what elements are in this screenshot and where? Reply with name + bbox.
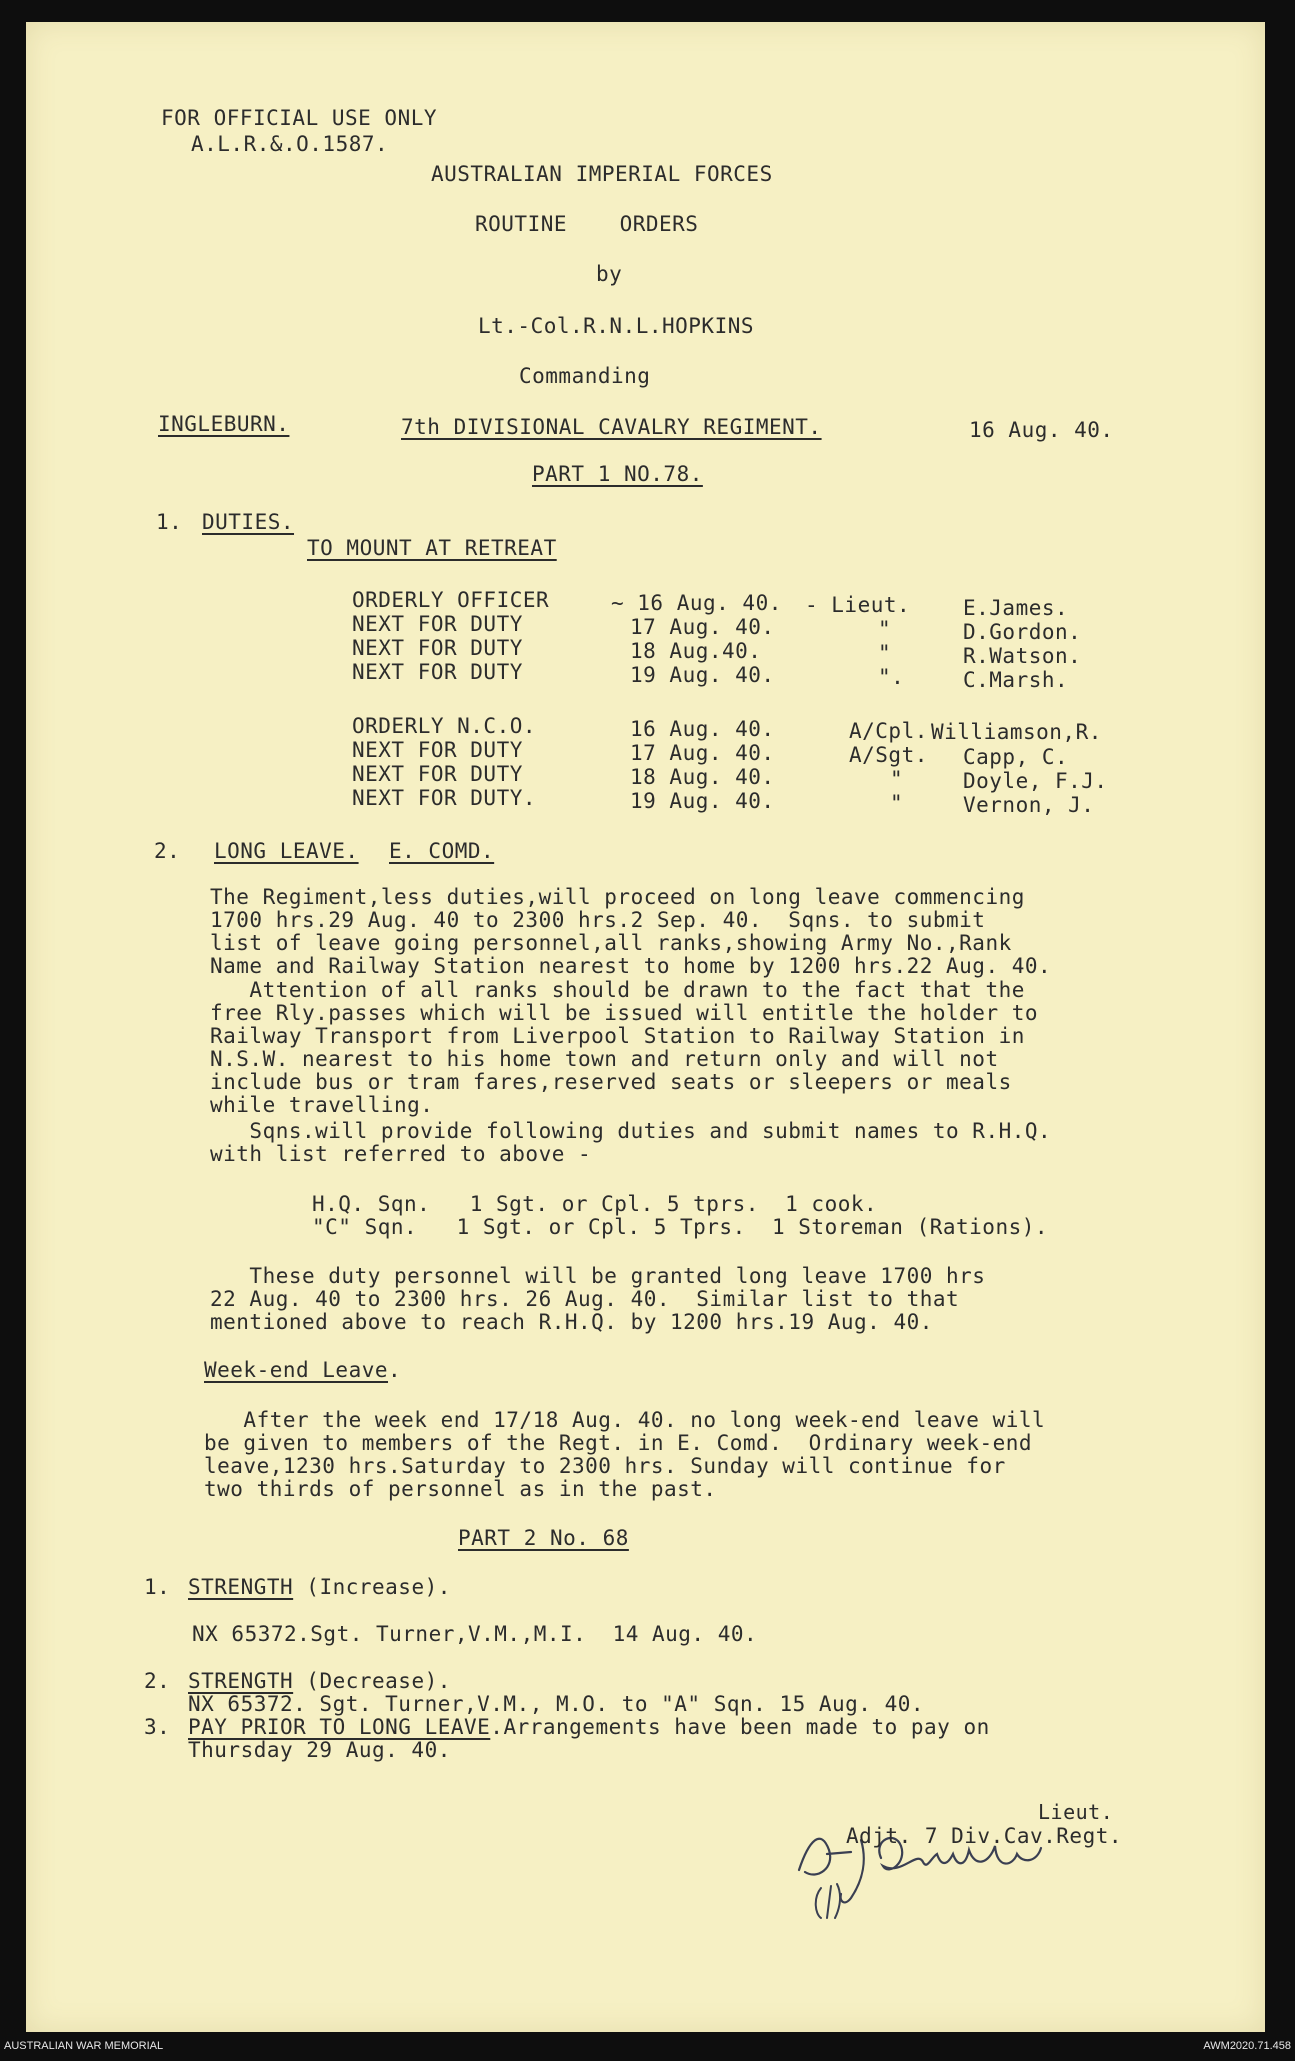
leave-paragraph-line: include bus or tram fares,reserved seats or sleepers or meals [210,1070,1012,1094]
duty-rank: " [890,791,904,815]
item3-heading [188,1715,990,1739]
duty-date: 19 Aug. 40. [630,789,775,813]
officer-name: Lt.-Col.R.N.L.HOPKINS [478,314,755,338]
weekend-paragraph-line: leave,1230 hrs.Saturday to 2300 hrs. Sunday will continue for [204,1454,1006,1478]
reference-number: A.L.R.&.O.1587. [191,132,389,156]
duty-name: Capp, C. [963,745,1069,769]
duty-rank: A/Sgt. [849,743,928,767]
item1-text: NX 65372.Sgt. Turner,V.M.,M.I. 14 Aug. 40. [192,1622,758,1646]
leave-paragraph-line: free Rly.passes which will be issued will entitle the holder to [210,1001,1039,1025]
duty-date: 16 Aug. 40. [630,717,775,741]
duty-name: Williamson,R. [931,720,1102,744]
section2-title: LONG LEAVE. [214,839,359,863]
duty-role: ORDERLY N.C.O. [352,714,537,738]
duty-rank: A/Cpl. [849,719,928,743]
duty-personnel-row: H.Q. Sqn. 1 Sgt. or Cpl. 5 tprs. 1 cook. [312,1192,878,1216]
item2-heading [188,1669,451,1693]
leave-paragraph-line: mentioned above to reach R.H.Q. by 1200 hrs.19 Aug. 40. [210,1310,933,1334]
item3-text: Thursday 29 Aug. 40. [188,1738,451,1762]
leave-paragraph-line: with list referred to above - [210,1142,592,1166]
weekend-paragraph-line: be given to members of the Regt. in E. Comd. Ordinary week-end [204,1431,1033,1455]
duty-role: ORDERLY OFFICER [352,588,550,612]
location: INGLEBURN. [158,412,290,436]
item3-number: 3. [144,1715,171,1739]
duty-personnel-row: "C" Sqn. 1 Sgt. or Cpl. 5 Tprs. 1 Storeman (Rations). [312,1215,1049,1239]
weekend-leave-title: Week-end Leave [204,1358,389,1382]
footer-archive-name: AUSTRALIAN WAR MEMORIAL [4,2040,164,2052]
duty-rank: " [878,617,892,641]
signatory-rank: Lieut. [1038,1800,1114,1824]
item1-title: STRENGTH [188,1575,294,1599]
item1-qualifier: (Increase). [293,1575,451,1599]
leave-paragraph-line: while travelling. [210,1093,434,1117]
leave-paragraph-line: 1700 hrs.29 Aug. 40 to 2300 hrs.2 Sep. 40. Sqns. to submit [210,908,986,932]
item1-number: 1. [144,1575,171,1599]
duty-rank: " [878,641,892,665]
weekend-paragraph-line: two thirds of personnel as in the past. [204,1477,717,1501]
duty-date: 17 Aug. 40. [630,615,775,639]
leave-paragraph-line: 22 Aug. 40 to 2300 hrs. 26 Aug. 40. Similar list to that [210,1287,960,1311]
officer-role: Commanding [519,364,651,388]
leave-paragraph-line: list of leave going personnel,all ranks,showing Army No.,Rank [210,931,1012,955]
duty-name: C.Marsh. [963,668,1069,692]
duty-role: NEXT FOR DUTY [352,762,523,786]
section1-title: DUTIES. [202,510,295,534]
leave-paragraph-line: These duty personnel will be granted long leave 1700 hrs [210,1264,986,1288]
leave-paragraph-line: Railway Transport from Liverpool Station to Railway Station in [210,1024,1025,1048]
duty-role: NEXT FOR DUTY [352,660,523,684]
signatory-role: Adjt. 7 Div.Cav.Regt. [846,1824,1123,1848]
duty-date: 18 Aug.40. [630,639,762,663]
duty-name: R.Watson. [963,644,1082,668]
duty-name: D.Gordon. [963,620,1082,644]
weekend-leave-heading: Week-end Leave. [204,1358,402,1382]
classification-line: FOR OFFICIAL USE ONLY [161,106,438,130]
duty-date: 18 Aug. 40. [630,765,775,789]
item1-heading [188,1575,451,1599]
unit-name: 7th DIVISIONAL CAVALRY REGIMENT. [401,415,822,439]
duty-date: 19 Aug. 40. [630,663,775,687]
footer-accession-number: AWM2020.71.458 [1203,2040,1291,2052]
item2-qualifier: (Decrease). [293,1669,451,1693]
leave-paragraph-line: N.S.W. nearest to his home town and return only and will not [210,1047,999,1071]
leave-paragraph-line: The Regiment,less duties,will proceed on long leave commencing [210,885,1025,909]
document-title: ROUTINE ORDERS [475,212,699,236]
leave-paragraph-line: Name and Railway Station nearest to home by 1200 hrs.22 Aug. 40. [210,954,1052,978]
duty-date: 17 Aug. 40. [630,741,775,765]
section1-subtitle: TO MOUNT AT RETREAT [307,536,557,560]
item2-title: STRENGTH [188,1669,294,1693]
duty-date: ~ 16 Aug. 40. [611,591,782,615]
by-line: by [596,262,623,286]
duty-rank: ". [878,665,905,689]
duty-role: NEXT FOR DUTY [352,612,523,636]
part2-heading: PART 2 No. 68 [458,1526,629,1550]
duty-name: E.James. [963,596,1069,620]
section2-number: 2. [154,839,181,863]
order-date: 16 Aug. 40. [969,418,1114,442]
document-page [26,22,1265,2032]
duty-name: Doyle, F.J. [963,769,1108,793]
org-title: AUSTRALIAN IMPERIAL FORCES [431,162,773,186]
duty-rank: - Lieut. [805,593,911,617]
duty-name: Vernon, J. [963,793,1095,817]
leave-paragraph-line: Sqns.will provide following duties and submit names to R.H.Q. [210,1119,1052,1143]
item2-text: NX 65372. Sgt. Turner,V.M., M.O. to "A" Sqn. 15 Aug. 40. [188,1692,925,1716]
duty-rank: " [890,767,904,791]
item3-title: PAY PRIOR TO LONG LEAVE [188,1715,491,1739]
leave-paragraph-line: Attention of all ranks should be drawn to the fact that the [210,978,1025,1002]
duty-role: NEXT FOR DUTY [352,738,523,762]
duty-role: NEXT FOR DUTY [352,636,523,660]
item2-number: 2. [144,1669,171,1693]
weekend-paragraph-line: After the week end 17/18 Aug. 40. no long week-end leave will [204,1408,1046,1432]
item3-qualifier: .Arrangements have been made to pay on [490,1715,990,1739]
section2-subtitle: E. COMD. [389,839,495,863]
part1-heading: PART 1 NO.78. [532,462,703,486]
duty-role: NEXT FOR DUTY. [352,786,537,810]
section1-number: 1. [156,510,183,534]
